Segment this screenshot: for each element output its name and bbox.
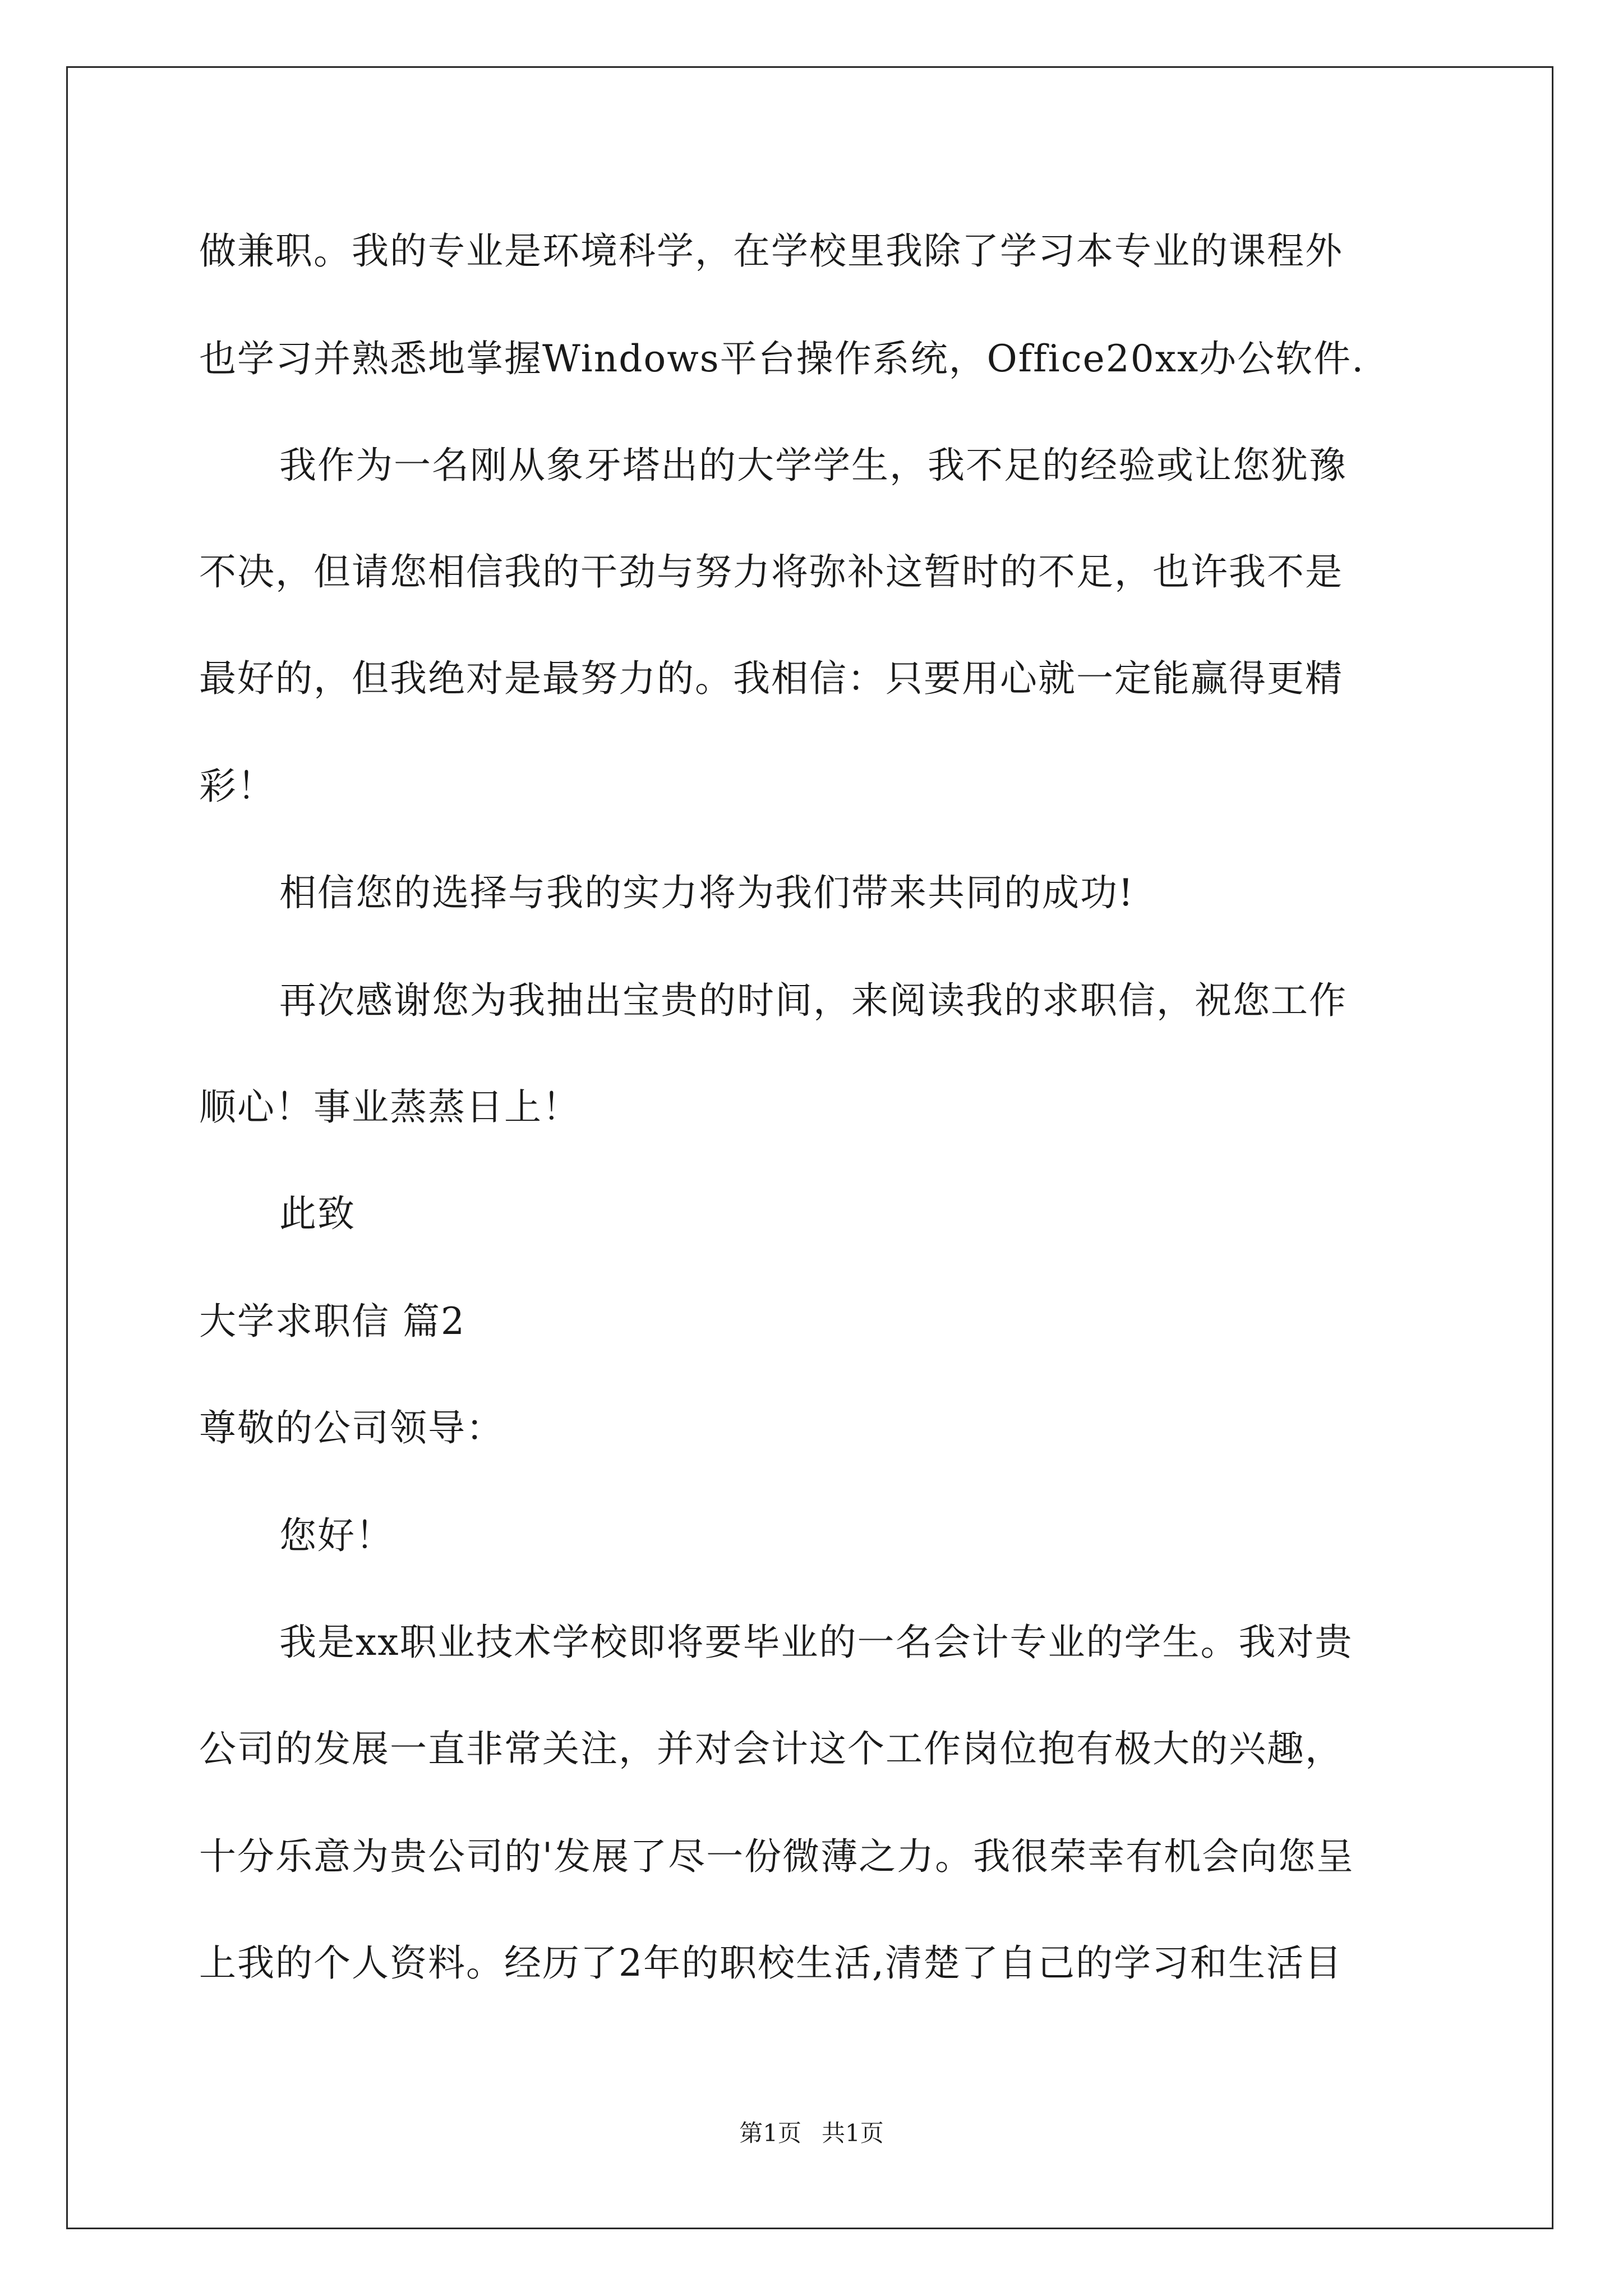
paragraph-line: 最好的，但我绝对是最努力的。我相信：只要用心就一定能赢得更精 <box>199 657 1343 700</box>
paragraph-line: 公司的发展一直非常关注，并对会计这个工作岗位抱有极大的兴趣， <box>199 1727 1343 1770</box>
paragraph-line: 相信您的选择与我的实力将为我们带来共同的成功! <box>279 871 1135 914</box>
paragraph-line: 上我的个人资料。经历了2年的职校生活,清楚了自己的学习和生活目 <box>199 1941 1343 1985</box>
greeting-line: 您好！ <box>279 1514 394 1557</box>
paragraph-line: 再次感谢您为我抽出宝贵的时间，来阅读我的求职信，祝您工作 <box>279 979 1347 1022</box>
paragraph-line: 十分乐意为贵公司的'发展了尽一份微薄之力。我很荣幸有机会向您呈 <box>199 1835 1355 1878</box>
page-number-total: 共1页 <box>822 2119 884 2147</box>
greeting-line: 尊敬的公司领导： <box>199 1406 504 1450</box>
paragraph-line: 也学习并熟悉地掌握Windows平台操作系统，Office20xx办公软件. <box>199 337 1365 380</box>
paragraph-line: 不决，但请您相信我的干劲与努力将弥补这暂时的不足，也许我不是 <box>199 550 1343 593</box>
closing-salutation: 此致 <box>279 1192 356 1235</box>
paragraph-line: 做兼职。我的专业是环境科学，在学校里我除了学习本专业的课程外 <box>199 229 1343 273</box>
page-number-current: 第1页 <box>739 2119 801 2147</box>
paragraph-line: 顺心！事业蒸蒸日上！ <box>199 1085 580 1129</box>
page-footer <box>0 2119 1623 2147</box>
paragraph-line: 我是xx职业技术学校即将要毕业的一名会计专业的学生。我对贵 <box>279 1621 1353 1664</box>
section-heading: 大学求职信 篇2 <box>199 1300 465 1343</box>
paragraph-line: 彩！ <box>199 765 275 808</box>
paragraph-line: 我作为一名刚从象牙塔出的大学学生，我不足的经验或让您犹豫 <box>279 444 1347 487</box>
page-border <box>66 66 1553 2229</box>
